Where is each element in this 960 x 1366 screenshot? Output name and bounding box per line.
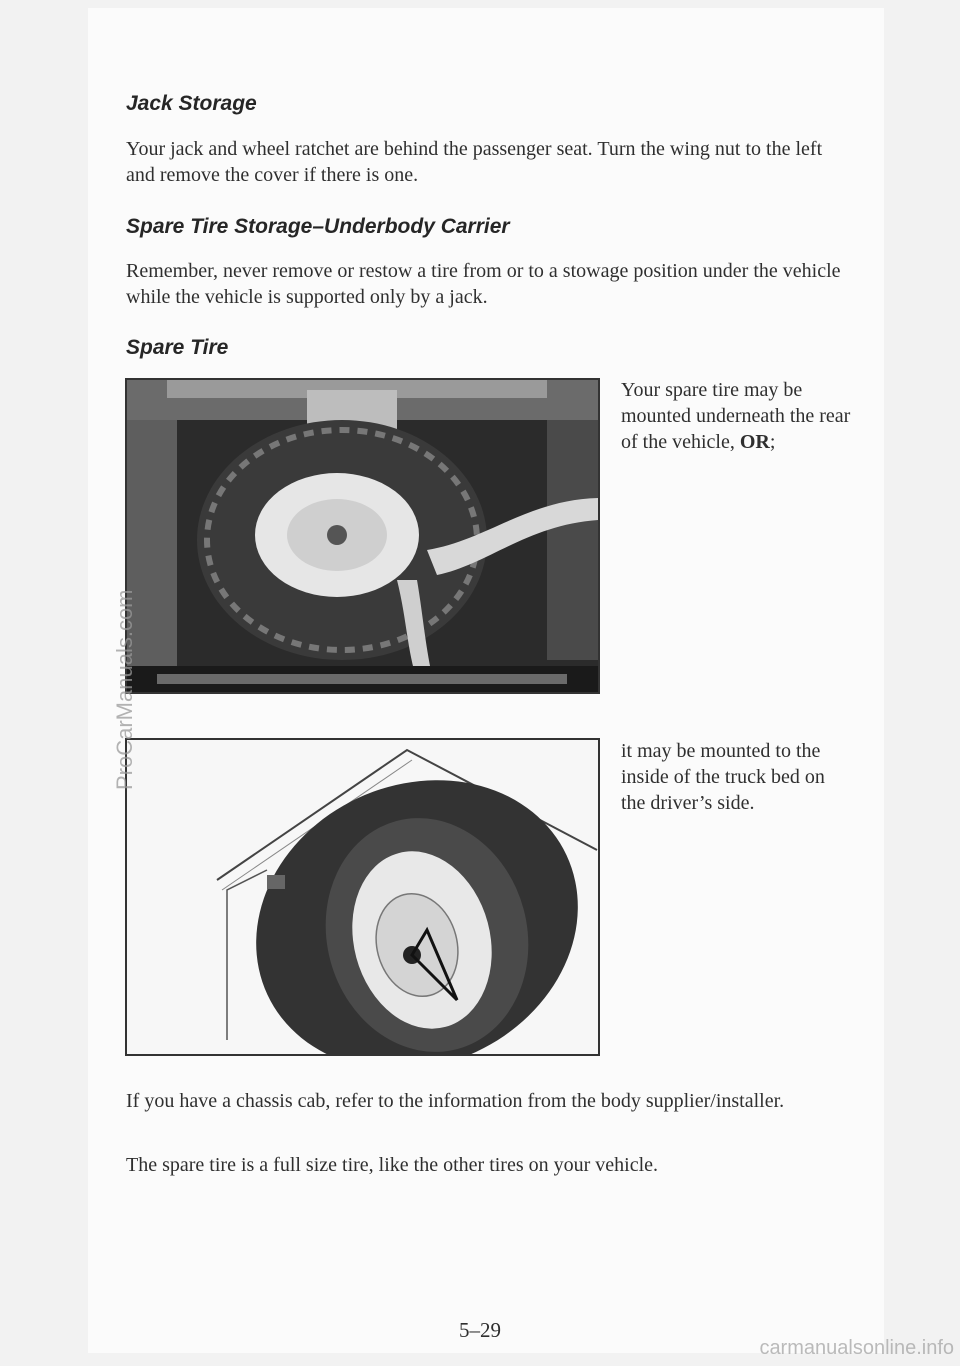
watermark-procarmanuals: ProCarManuals.com — [112, 589, 137, 790]
underbody-photo-illustration — [127, 380, 598, 692]
truck-bed-spare-drawing — [125, 738, 600, 1056]
spare-storage-heading: Spare Tire Storage–Underbody Carrier — [126, 215, 510, 238]
caption-underbody-text: Your spare tire may be mounted underneath the rear of the vehicle, — [621, 379, 851, 453]
page-number: 5–29 — [459, 1318, 501, 1342]
caption-truck-bed: it may be mounted to the inside of the truck bed on the driver’s side. — [621, 740, 825, 814]
full-size-text: The spare tire is a full size tire, like the other tires on your vehicle. — [126, 1154, 659, 1176]
jack-storage-heading: Jack Storage — [126, 92, 257, 115]
caption-underbody — [621, 377, 851, 455]
caption-or-emphasis: OR — [739, 431, 770, 453]
spare-storage-text: Remember, never remove or restow a tire from or to a stowage position under the vehicle while the vehicle is supported only by a jack. — [126, 260, 841, 308]
truck-bed-illustration — [127, 740, 598, 1054]
spare-tire-heading: Spare Tire — [126, 336, 229, 359]
chassis-cab-text: If you have a chassis cab, refer to the information from the body supplier/installer. — [126, 1090, 785, 1112]
watermark-carmanualsonline: carmanualsonline.info — [759, 1337, 954, 1359]
underbody-spare-photo — [125, 378, 600, 694]
caption-semicolon: ; — [769, 431, 776, 453]
jack-storage-text: Your jack and wheel ratchet are behind the passenger seat. Turn the wing nut to the left and remove the cover if there is one. — [126, 138, 823, 186]
